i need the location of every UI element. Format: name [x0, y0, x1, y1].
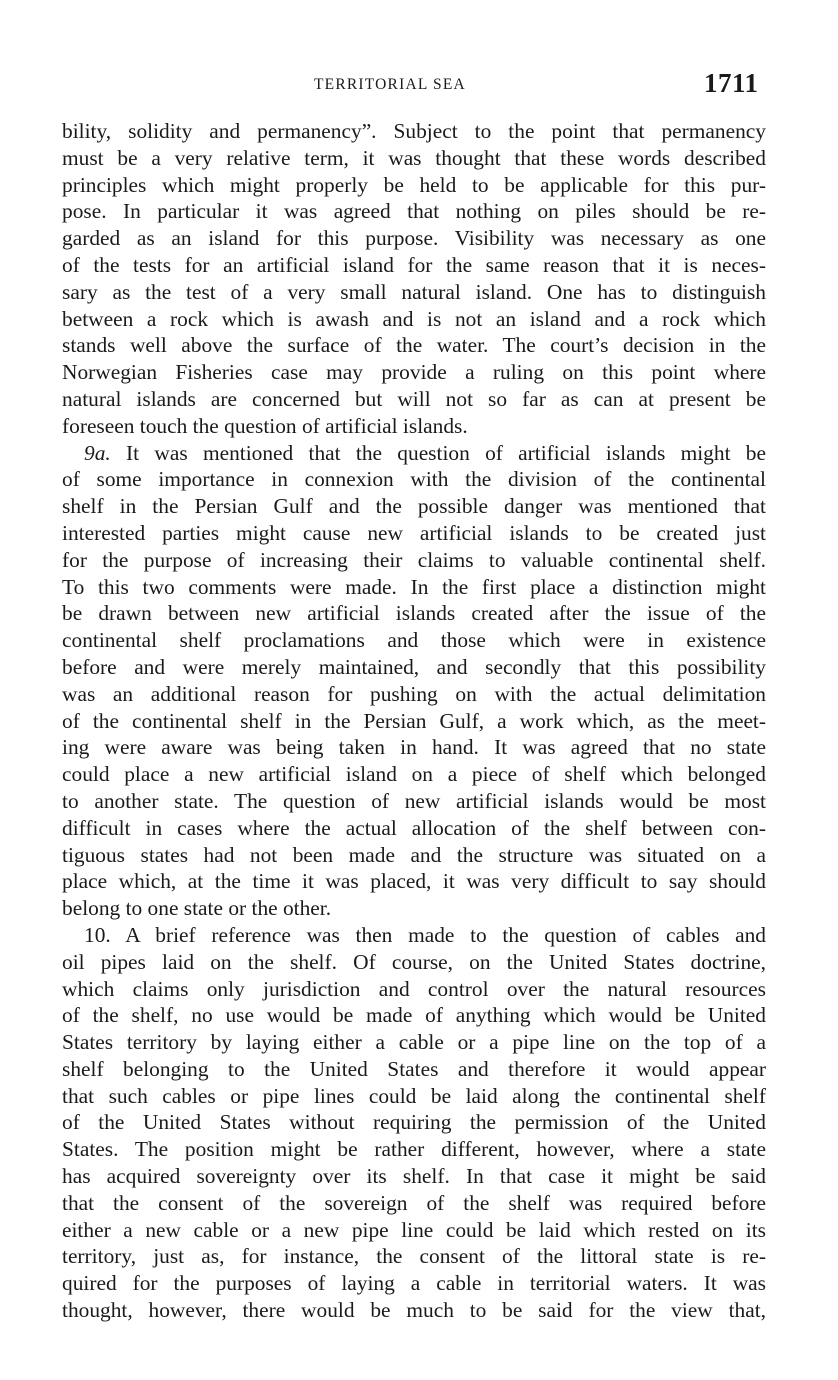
text-line: of the United States without requiring the permission of the United	[62, 1110, 766, 1135]
text-line: sary as the test of a very small natural island. One has to distinguish	[62, 279, 766, 304]
text-line: has acquired sovereignty over its shelf. In that case it might be said	[62, 1164, 766, 1189]
running-title: TERRITORIAL SEA	[314, 76, 466, 93]
text-line: bility, solidity and permanency”. Subject to the point that permanency	[62, 119, 766, 143]
text-line: tiguous states had not been made and the structure was situated on a	[62, 842, 766, 867]
paragraph-number: 10.	[84, 922, 111, 947]
text-line: It was mentioned that the question of artificial islands might be	[126, 440, 766, 465]
text-line: ing were aware was being taken in hand. It was agreed that no state	[62, 735, 766, 760]
text-line: quired for the purposes of laying a cable in territorial waters. It was	[62, 1271, 766, 1296]
text-line: before and were merely maintained, and secondly that this possibility	[62, 654, 766, 679]
text-line: To this two comments were made. In the first place a distinction might	[62, 574, 766, 599]
text-line: shelf in the Persian Gulf and the possible danger was mentioned that	[62, 494, 766, 519]
text-line: that such cables or pipe lines could be laid along the continental shelf	[62, 1083, 766, 1108]
text-line: place which, at the time it was placed, it was very difficult to say should	[62, 869, 766, 894]
text-line: States. The position might be rather different, however, where a state	[62, 1137, 766, 1162]
paragraph-first-line	[62, 922, 766, 949]
body-text	[62, 118, 766, 1324]
text-line: for the purpose of increasing their claims to valuable continental shelf.	[62, 547, 766, 572]
text-line: principles which might properly be held to be applicable for this pur-	[62, 172, 766, 197]
text-line: either a new cable or a new pipe line could be laid which rested on its	[62, 1217, 766, 1242]
text-line: that the consent of the sovereign of the shelf was required before	[62, 1190, 766, 1215]
text-line: must be a very relative term, it was thought that these words described	[62, 145, 766, 170]
text-line: States territory by laying either a cable or a pipe line on the top of a	[62, 1030, 766, 1055]
paragraph-continuation	[62, 118, 766, 440]
text-line: to another state. The question of new artificial islands would be most	[62, 788, 766, 813]
text-line: could place a new artificial island on a piece of shelf which belonged	[62, 762, 766, 787]
text-line: interested parties might cause new artificial islands to be created just	[62, 520, 766, 545]
text-line: pose. In particular it was agreed that nothing on piles should be re-	[62, 199, 766, 224]
text-line: belong to one state or the other.	[62, 896, 332, 921]
text-line: of the shelf, no use would be made of anything which would be United	[62, 1003, 766, 1028]
text-line: of the tests for an artificial island for the same reason that it is neces-	[62, 252, 766, 277]
text-line: foreseen touch the question of artificial islands.	[62, 413, 468, 438]
paragraph-first-line	[62, 440, 766, 467]
paragraph-9a	[62, 440, 766, 922]
text-line: which claims only jurisdiction and control over the natural resources	[62, 976, 766, 1001]
text-line: A brief reference was then made to the question of cables and	[125, 922, 767, 947]
text-line: stands well above the surface of the water. The court’s decision in the	[62, 333, 766, 358]
text-line: garded as an island for this purpose. Visibility was necessary as one	[62, 226, 766, 251]
text-line: continental shelf proclamations and those which were in existence	[62, 628, 766, 653]
text-line: of the continental shelf in the Persian Gulf, a work which, as the meet-	[62, 708, 766, 733]
text-line: oil pipes laid on the shelf. Of course, on the United States doctrine,	[62, 949, 766, 974]
text-line: be drawn between new artificial islands created after the issue of the	[62, 601, 766, 626]
paragraph-10	[62, 922, 766, 1324]
text-line: difficult in cases where the actual allocation of the shelf between con-	[62, 815, 766, 840]
text-line: natural islands are concerned but will not so far as can at present be	[62, 386, 766, 411]
text-line: territory, just as, for instance, the consent of the littoral state is re-	[62, 1244, 766, 1269]
text-line: Norwegian Fisheries case may provide a ruling on this point where	[62, 360, 766, 385]
text-line: thought, however, there would be much to be said for the view that,	[62, 1298, 766, 1323]
paragraph-number: 9a.	[84, 440, 111, 465]
text-line: shelf belonging to the United States and therefore it would appear	[62, 1056, 766, 1081]
text-line: of some importance in connexion with the division of the continental	[62, 467, 766, 492]
page-number: 1711	[704, 68, 759, 98]
text-line: was an additional reason for pushing on with the actual delimitation	[62, 681, 766, 706]
text-line: between a rock which is awash and is not an island and a rock which	[62, 306, 766, 331]
